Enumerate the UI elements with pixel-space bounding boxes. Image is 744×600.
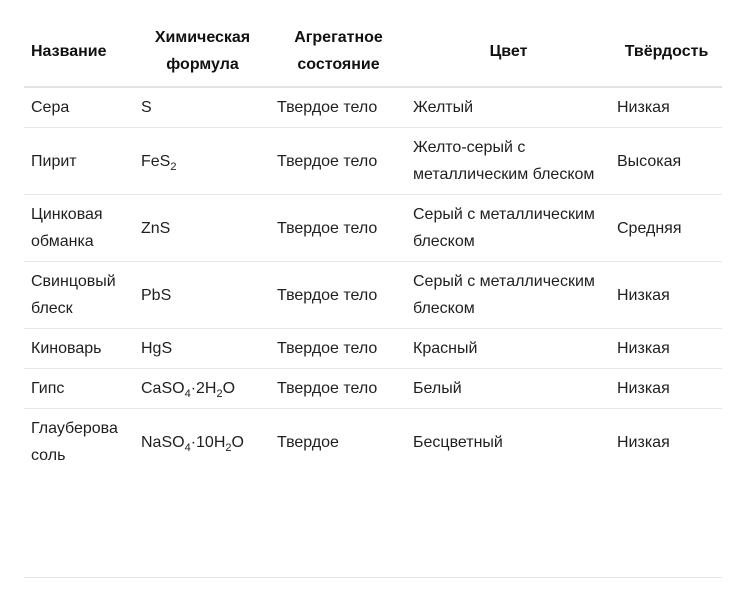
- cell-name: Цинковая обманка: [31, 206, 103, 250]
- cell-hardness: Низкая: [617, 340, 670, 357]
- minerals-table: [24, 16, 722, 475]
- formula-text: S: [141, 99, 152, 116]
- formula-text: PbS: [141, 286, 172, 304]
- cell-state: Твердое тело: [277, 99, 378, 116]
- header-formula: Химическая формула: [154, 29, 251, 73]
- formula-subscript: 2: [216, 388, 223, 400]
- formula-text: ZnS: [141, 219, 171, 237]
- cell-name: Глауберова соль: [31, 420, 118, 464]
- cell-state: Твердое: [277, 433, 339, 451]
- cell-name: Свинцовый блеск: [31, 273, 116, 317]
- cell-hardness: Низкая: [617, 433, 670, 451]
- table-row: [24, 409, 722, 476]
- table-row: [24, 128, 722, 195]
- bottom-divider: [24, 577, 722, 578]
- formula-text: ·10H: [190, 433, 226, 451]
- formula-subscript: 2: [225, 441, 232, 454]
- cell-hardness: Низкая: [617, 380, 670, 397]
- cell-color: Желтый: [413, 99, 474, 116]
- cell-formula: [134, 369, 270, 409]
- header-color: Цвет: [489, 42, 528, 60]
- cell-formula: [134, 195, 270, 262]
- cell-hardness: Низкая: [617, 99, 670, 116]
- header-hardness: Твёрдость: [624, 42, 709, 60]
- cell-state: Твердое тело: [277, 152, 378, 170]
- table-header: [24, 16, 722, 87]
- cell-formula: [134, 262, 270, 329]
- cell-color: Красный: [413, 340, 478, 357]
- formula-text: HgS: [141, 340, 173, 357]
- cell-state: Твердое тело: [277, 380, 378, 397]
- formula-text: ·2H: [190, 380, 217, 397]
- cell-name: Гипс: [31, 380, 65, 397]
- cell-name: Пирит: [31, 152, 77, 170]
- cell-hardness: Высокая: [617, 152, 682, 170]
- formula-subscript: 4: [184, 388, 191, 400]
- formula-text: O: [222, 380, 236, 397]
- cell-hardness: Низкая: [617, 286, 670, 304]
- cell-state: Твердое тело: [277, 286, 378, 304]
- table-body: [24, 87, 722, 475]
- table-row: [24, 329, 722, 369]
- cell-color: Белый: [413, 380, 462, 397]
- table-row: [24, 369, 722, 409]
- cell-state: Твердое тело: [277, 340, 378, 357]
- header-row: [24, 16, 722, 87]
- cell-name: Сера: [31, 99, 70, 116]
- formula-subscript: 2: [170, 160, 177, 173]
- table-row: [24, 195, 722, 262]
- cell-formula: [134, 409, 270, 476]
- cell-state: Твердое тело: [277, 219, 378, 237]
- cell-formula: [134, 87, 270, 128]
- cell-hardness: Средняя: [617, 219, 682, 237]
- cell-formula: [134, 329, 270, 369]
- formula-subscript: 4: [184, 441, 191, 454]
- cell-formula: [134, 128, 270, 195]
- cell-color: Серый с металлическим блеском: [413, 273, 595, 317]
- table-row: [24, 87, 722, 128]
- cell-name: Киноварь: [31, 340, 102, 357]
- formula-text: FeS: [141, 152, 171, 170]
- formula-text: CaSO: [141, 380, 185, 397]
- formula-text: O: [231, 433, 244, 451]
- formula-text: NaSO: [141, 433, 185, 451]
- cell-color: Желто-серый с металлическим блеском: [413, 139, 595, 183]
- cell-color: Серый с металлическим блеском: [413, 206, 595, 250]
- table-row: [24, 262, 722, 329]
- cell-color: Бесцветный: [413, 433, 503, 451]
- header-state: Агрегатное состояние: [294, 29, 383, 73]
- header-name: Название: [31, 42, 107, 60]
